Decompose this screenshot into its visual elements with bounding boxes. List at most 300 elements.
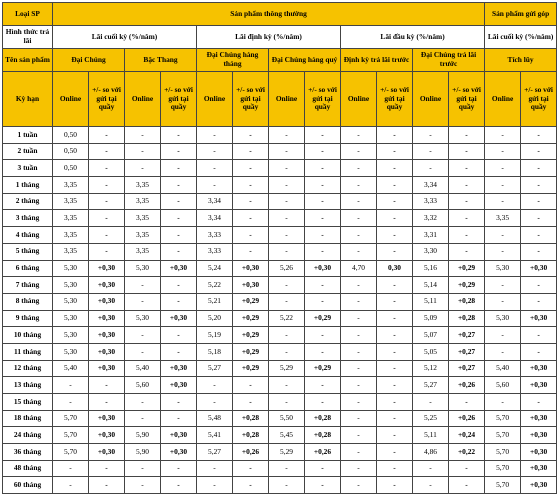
online-rate-cell: - xyxy=(125,327,161,344)
counter-diff-cell: +0,30 xyxy=(89,310,125,327)
counter-diff-cell: - xyxy=(305,160,341,177)
counter-diff-cell: - xyxy=(89,127,125,144)
counter-diff-cell: - xyxy=(377,293,413,310)
online-rate-cell: 3,34 xyxy=(197,193,233,210)
counter-diff-cell: - xyxy=(377,243,413,260)
counter-diff-cell: - xyxy=(89,193,125,210)
header-group-standard: Sản phẩm thông thường xyxy=(53,3,485,26)
counter-diff-cell: - xyxy=(521,193,557,210)
online-rate-cell: - xyxy=(125,127,161,144)
online-rate-cell: 5,07 xyxy=(413,327,449,344)
online-rate-cell: 3,35 xyxy=(53,243,89,260)
counter-diff-cell: - xyxy=(377,327,413,344)
online-rate-cell: - xyxy=(125,160,161,177)
online-rate-cell: - xyxy=(53,477,89,494)
term-cell: 15 tháng xyxy=(3,394,53,411)
counter-diff-cell: +0,27 xyxy=(449,360,485,377)
term-cell: 8 tháng xyxy=(3,293,53,310)
online-rate-cell: 5,09 xyxy=(413,310,449,327)
online-rate-cell: 5,70 xyxy=(485,444,521,461)
subheader-online: Online xyxy=(269,72,305,127)
counter-diff-cell: - xyxy=(305,143,341,160)
term-cell: 4 tháng xyxy=(3,227,53,244)
counter-diff-cell: +0,30 xyxy=(233,260,269,277)
counter-diff-cell: - xyxy=(233,243,269,260)
counter-diff-cell: - xyxy=(377,193,413,210)
online-rate-cell: - xyxy=(341,227,377,244)
counter-diff-cell: - xyxy=(521,343,557,360)
counter-diff-cell: - xyxy=(521,143,557,160)
online-rate-cell: - xyxy=(485,293,521,310)
online-rate-cell: - xyxy=(485,177,521,194)
online-rate-cell: 5,29 xyxy=(269,444,305,461)
counter-diff-cell: - xyxy=(161,160,197,177)
term-cell: 7 tháng xyxy=(3,277,53,294)
counter-diff-cell: - xyxy=(449,477,485,494)
counter-diff-cell: +0,28 xyxy=(233,410,269,427)
counter-diff-cell: - xyxy=(377,210,413,227)
online-rate-cell: 3,31 xyxy=(413,227,449,244)
counter-diff-cell: - xyxy=(233,210,269,227)
counter-diff-cell: +0,26 xyxy=(449,410,485,427)
online-rate-cell: 4,70 xyxy=(341,260,377,277)
counter-diff-cell: +0,24 xyxy=(449,427,485,444)
online-rate-cell: 3,35 xyxy=(125,227,161,244)
header-hinh-thuc: Hình thức trả lãi xyxy=(3,26,53,49)
online-rate-cell: - xyxy=(53,460,89,477)
counter-diff-cell: +0,29 xyxy=(233,293,269,310)
term-cell: 6 tháng xyxy=(3,260,53,277)
counter-diff-cell: - xyxy=(521,177,557,194)
counter-diff-cell: - xyxy=(377,277,413,294)
online-rate-cell: 5,70 xyxy=(53,444,89,461)
table-row xyxy=(3,394,557,411)
counter-diff-cell: - xyxy=(89,477,125,494)
table-row xyxy=(3,327,557,344)
online-rate-cell: - xyxy=(125,343,161,360)
subheader-online: Online xyxy=(197,72,233,127)
subheader-vs-counter: +/- so với gửi tại quầy xyxy=(305,72,341,127)
table-row xyxy=(3,160,557,177)
counter-diff-cell: +0,29 xyxy=(233,343,269,360)
online-rate-cell: 5,90 xyxy=(125,444,161,461)
counter-diff-cell: - xyxy=(305,227,341,244)
counter-diff-cell: - xyxy=(377,477,413,494)
counter-diff-cell: - xyxy=(377,394,413,411)
counter-diff-cell: - xyxy=(161,343,197,360)
term-cell: 1 tháng xyxy=(3,177,53,194)
term-cell: 2 tuần xyxy=(3,143,53,160)
counter-diff-cell: - xyxy=(89,210,125,227)
counter-diff-cell: - xyxy=(521,127,557,144)
table-row xyxy=(3,360,557,377)
online-rate-cell: - xyxy=(269,160,305,177)
online-rate-cell: 5,70 xyxy=(53,410,89,427)
counter-diff-cell: +0,30 xyxy=(521,260,557,277)
counter-diff-cell: - xyxy=(305,327,341,344)
counter-diff-cell: +0,30 xyxy=(89,343,125,360)
online-rate-cell: 5,40 xyxy=(485,360,521,377)
counter-diff-cell: - xyxy=(305,127,341,144)
counter-diff-cell: - xyxy=(377,427,413,444)
online-rate-cell: - xyxy=(125,460,161,477)
online-rate-cell: 5,29 xyxy=(269,360,305,377)
online-rate-cell: 4,86 xyxy=(413,444,449,461)
counter-diff-cell: +0,30 xyxy=(89,260,125,277)
counter-diff-cell: +0,30 xyxy=(521,427,557,444)
counter-diff-cell: - xyxy=(449,460,485,477)
table-row xyxy=(3,193,557,210)
counter-diff-cell: +0,29 xyxy=(233,310,269,327)
product-dai-chung: Đại Chúng xyxy=(53,49,125,72)
online-rate-cell: 3,35 xyxy=(125,210,161,227)
counter-diff-cell: - xyxy=(89,377,125,394)
counter-diff-cell: - xyxy=(521,243,557,260)
online-rate-cell: 5,30 xyxy=(125,260,161,277)
counter-diff-cell: - xyxy=(449,127,485,144)
online-rate-cell: - xyxy=(197,127,233,144)
online-rate-cell: 3,35 xyxy=(53,193,89,210)
online-rate-cell: 5,30 xyxy=(485,310,521,327)
counter-diff-cell: - xyxy=(449,143,485,160)
subheader-online: Online xyxy=(341,72,377,127)
online-rate-cell: - xyxy=(341,427,377,444)
product-bac-thang: Bậc Thang xyxy=(125,49,197,72)
table-row xyxy=(3,243,557,260)
counter-diff-cell: +0,30 xyxy=(161,310,197,327)
term-cell: 48 tháng xyxy=(3,460,53,477)
online-rate-cell: 3,34 xyxy=(413,177,449,194)
online-rate-cell: 0,50 xyxy=(53,127,89,144)
online-rate-cell: 5,25 xyxy=(413,410,449,427)
counter-diff-cell: - xyxy=(377,343,413,360)
online-rate-cell: 5,30 xyxy=(485,260,521,277)
counter-diff-cell: +0,30 xyxy=(89,427,125,444)
online-rate-cell: - xyxy=(197,143,233,160)
table-row xyxy=(3,177,557,194)
counter-diff-cell: - xyxy=(161,477,197,494)
counter-diff-cell: - xyxy=(161,460,197,477)
counter-diff-cell: - xyxy=(449,193,485,210)
counter-diff-cell: - xyxy=(161,143,197,160)
online-rate-cell: - xyxy=(269,394,305,411)
counter-diff-cell: - xyxy=(521,227,557,244)
online-rate-cell: 3,32 xyxy=(413,210,449,227)
counter-diff-cell: +0,28 xyxy=(233,427,269,444)
online-rate-cell: - xyxy=(269,127,305,144)
counter-diff-cell: +0,29 xyxy=(305,310,341,327)
counter-diff-cell: - xyxy=(233,477,269,494)
online-rate-cell: - xyxy=(341,444,377,461)
interest-rate-table xyxy=(2,2,557,494)
counter-diff-cell: - xyxy=(449,177,485,194)
online-rate-cell: - xyxy=(413,160,449,177)
online-rate-cell: - xyxy=(341,210,377,227)
counter-diff-cell: - xyxy=(89,243,125,260)
online-rate-cell: 5,60 xyxy=(125,377,161,394)
counter-diff-cell: +0,30 xyxy=(161,444,197,461)
online-rate-cell: - xyxy=(269,243,305,260)
online-rate-cell: - xyxy=(125,394,161,411)
counter-diff-cell: - xyxy=(161,327,197,344)
counter-diff-cell: - xyxy=(233,127,269,144)
online-rate-cell: 5,12 xyxy=(413,360,449,377)
online-rate-cell: - xyxy=(269,343,305,360)
counter-diff-cell: - xyxy=(377,460,413,477)
online-rate-cell: 5,70 xyxy=(485,460,521,477)
table-row xyxy=(3,377,557,394)
counter-diff-cell: +0,28 xyxy=(449,310,485,327)
counter-diff-cell: 0,30 xyxy=(377,260,413,277)
counter-diff-cell: - xyxy=(161,177,197,194)
online-rate-cell: - xyxy=(485,394,521,411)
term-cell: 11 tháng xyxy=(3,343,53,360)
counter-diff-cell: +0,30 xyxy=(89,327,125,344)
online-rate-cell: 5,26 xyxy=(269,260,305,277)
online-rate-cell: - xyxy=(413,143,449,160)
counter-diff-cell: - xyxy=(449,210,485,227)
table-row xyxy=(3,293,557,310)
subheader-online: Online xyxy=(53,72,89,127)
online-rate-cell: - xyxy=(269,227,305,244)
counter-diff-cell: - xyxy=(305,193,341,210)
online-rate-cell: - xyxy=(485,143,521,160)
online-rate-cell: - xyxy=(341,127,377,144)
counter-diff-cell: - xyxy=(233,160,269,177)
counter-diff-cell: - xyxy=(161,293,197,310)
online-rate-cell: - xyxy=(413,127,449,144)
online-rate-cell: - xyxy=(485,277,521,294)
product-dai-chung-hang-quy: Đại Chúng hàng quý xyxy=(269,49,341,72)
counter-diff-cell: - xyxy=(521,210,557,227)
online-rate-cell: - xyxy=(341,177,377,194)
online-rate-cell: 0,50 xyxy=(53,160,89,177)
online-rate-cell: - xyxy=(269,143,305,160)
counter-diff-cell: - xyxy=(161,410,197,427)
online-rate-cell: 5,21 xyxy=(197,293,233,310)
counter-diff-cell: - xyxy=(377,127,413,144)
counter-diff-cell: - xyxy=(449,394,485,411)
online-rate-cell: 5,70 xyxy=(485,410,521,427)
subheader-online: Online xyxy=(485,72,521,127)
online-rate-cell: - xyxy=(125,143,161,160)
online-rate-cell: 5,14 xyxy=(413,277,449,294)
term-cell: 1 tuần xyxy=(3,127,53,144)
counter-diff-cell: +0,30 xyxy=(521,377,557,394)
online-rate-cell: - xyxy=(269,277,305,294)
counter-diff-cell: - xyxy=(521,160,557,177)
counter-diff-cell: - xyxy=(161,277,197,294)
term-cell: 2 tháng xyxy=(3,193,53,210)
online-rate-cell: - xyxy=(269,327,305,344)
online-rate-cell: - xyxy=(485,243,521,260)
online-rate-cell: - xyxy=(269,177,305,194)
counter-diff-cell: +0,30 xyxy=(89,360,125,377)
online-rate-cell: 5,30 xyxy=(53,260,89,277)
term-cell: 3 tuần xyxy=(3,160,53,177)
table-row xyxy=(3,277,557,294)
term-cell: 18 tháng xyxy=(3,410,53,427)
counter-diff-cell: +0,30 xyxy=(233,277,269,294)
term-cell: 24 tháng xyxy=(3,427,53,444)
online-rate-cell: - xyxy=(53,377,89,394)
counter-diff-cell: - xyxy=(449,227,485,244)
counter-diff-cell: - xyxy=(89,177,125,194)
counter-diff-cell: +0,30 xyxy=(161,377,197,394)
counter-diff-cell: - xyxy=(161,394,197,411)
counter-diff-cell: - xyxy=(305,177,341,194)
counter-diff-cell: - xyxy=(233,227,269,244)
online-rate-cell: - xyxy=(53,394,89,411)
online-rate-cell: 3,33 xyxy=(413,193,449,210)
online-rate-cell: 5,22 xyxy=(197,277,233,294)
counter-diff-cell: - xyxy=(305,460,341,477)
online-rate-cell: - xyxy=(341,327,377,344)
counter-diff-cell: - xyxy=(305,210,341,227)
counter-diff-cell: +0,29 xyxy=(305,360,341,377)
term-cell: 13 tháng xyxy=(3,377,53,394)
online-rate-cell: - xyxy=(197,377,233,394)
counter-diff-cell: - xyxy=(89,143,125,160)
counter-diff-cell: - xyxy=(161,210,197,227)
header-loai-sp: Loại SP xyxy=(3,3,53,26)
table-row xyxy=(3,427,557,444)
online-rate-cell: - xyxy=(341,243,377,260)
online-rate-cell: - xyxy=(269,293,305,310)
online-rate-cell: 3,35 xyxy=(125,243,161,260)
table-row xyxy=(3,227,557,244)
counter-diff-cell: - xyxy=(305,243,341,260)
online-rate-cell: 3,33 xyxy=(197,227,233,244)
counter-diff-cell: - xyxy=(305,277,341,294)
online-rate-cell: - xyxy=(197,394,233,411)
online-rate-cell: 5,70 xyxy=(485,427,521,444)
subheader-online: Online xyxy=(413,72,449,127)
online-rate-cell: 5,19 xyxy=(197,327,233,344)
counter-diff-cell: +0,30 xyxy=(89,277,125,294)
online-rate-cell: - xyxy=(269,210,305,227)
counter-diff-cell: - xyxy=(305,477,341,494)
counter-diff-cell: - xyxy=(305,293,341,310)
counter-diff-cell: - xyxy=(377,410,413,427)
header-ky-han: Kỳ hạn xyxy=(3,72,53,127)
online-rate-cell: 5,30 xyxy=(53,310,89,327)
counter-diff-cell: +0,30 xyxy=(161,260,197,277)
online-rate-cell: - xyxy=(125,410,161,427)
online-rate-cell: - xyxy=(485,160,521,177)
online-rate-cell: - xyxy=(485,343,521,360)
subheader-vs-counter: +/- so với gửi tại quầy xyxy=(89,72,125,127)
online-rate-cell: - xyxy=(341,394,377,411)
online-rate-cell: 5,16 xyxy=(413,260,449,277)
online-rate-cell: - xyxy=(341,377,377,394)
online-rate-cell: 5,60 xyxy=(485,377,521,394)
counter-diff-cell: - xyxy=(449,243,485,260)
counter-diff-cell: - xyxy=(377,227,413,244)
online-rate-cell: 5,11 xyxy=(413,427,449,444)
counter-diff-cell: +0,28 xyxy=(305,410,341,427)
header-group-installment: Sản phẩm gửi góp xyxy=(485,3,557,26)
counter-diff-cell: - xyxy=(377,360,413,377)
online-rate-cell: 3,35 xyxy=(485,210,521,227)
online-rate-cell: - xyxy=(269,377,305,394)
counter-diff-cell: +0,30 xyxy=(305,260,341,277)
online-rate-cell: - xyxy=(341,477,377,494)
counter-diff-cell: - xyxy=(233,143,269,160)
online-rate-cell: 5,90 xyxy=(125,427,161,444)
table-row xyxy=(3,210,557,227)
online-rate-cell: 5,27 xyxy=(197,360,233,377)
counter-diff-cell: - xyxy=(161,227,197,244)
online-rate-cell: - xyxy=(341,293,377,310)
online-rate-cell: - xyxy=(341,143,377,160)
header-lai-dinh-ky: Lãi định kỳ (%/năm) xyxy=(197,26,341,49)
online-rate-cell: - xyxy=(269,477,305,494)
counter-diff-cell: +0,26 xyxy=(233,444,269,461)
term-cell: 5 tháng xyxy=(3,243,53,260)
counter-diff-cell: +0,22 xyxy=(449,444,485,461)
term-cell: 12 tháng xyxy=(3,360,53,377)
online-rate-cell: - xyxy=(341,160,377,177)
counter-diff-cell: - xyxy=(233,177,269,194)
counter-diff-cell: +0,26 xyxy=(305,444,341,461)
counter-diff-cell: +0,30 xyxy=(161,427,197,444)
table-row xyxy=(3,343,557,360)
counter-diff-cell: - xyxy=(377,444,413,461)
counter-diff-cell: +0,27 xyxy=(449,327,485,344)
counter-diff-cell: +0,30 xyxy=(521,460,557,477)
counter-diff-cell: +0,26 xyxy=(449,377,485,394)
product-dai-chung-hang-thang: Đại Chúng hàng tháng xyxy=(197,49,269,72)
table-row xyxy=(3,410,557,427)
online-rate-cell: 5,05 xyxy=(413,343,449,360)
counter-diff-cell: +0,30 xyxy=(521,444,557,461)
online-rate-cell: 3,35 xyxy=(53,210,89,227)
online-rate-cell: 5,50 xyxy=(269,410,305,427)
online-rate-cell: 5,27 xyxy=(413,377,449,394)
counter-diff-cell: +0,28 xyxy=(305,427,341,444)
online-rate-cell: 3,34 xyxy=(197,210,233,227)
online-rate-cell: 3,30 xyxy=(413,243,449,260)
counter-diff-cell: +0,30 xyxy=(89,410,125,427)
counter-diff-cell: +0,30 xyxy=(89,444,125,461)
counter-diff-cell: - xyxy=(521,327,557,344)
online-rate-cell: 5,30 xyxy=(53,293,89,310)
term-cell: 10 tháng xyxy=(3,327,53,344)
online-rate-cell: - xyxy=(197,477,233,494)
subheader-vs-counter: +/- so với gửi tại quầy xyxy=(521,72,557,127)
counter-diff-cell: - xyxy=(521,277,557,294)
counter-diff-cell: - xyxy=(377,377,413,394)
table-row xyxy=(3,310,557,327)
online-rate-cell: 5,11 xyxy=(413,293,449,310)
online-rate-cell: 5,30 xyxy=(53,343,89,360)
counter-diff-cell: +0,29 xyxy=(233,327,269,344)
table-row xyxy=(3,477,557,494)
online-rate-cell: 5,30 xyxy=(53,327,89,344)
online-rate-cell: - xyxy=(341,343,377,360)
online-rate-cell: 5,45 xyxy=(269,427,305,444)
online-rate-cell: - xyxy=(125,477,161,494)
header-lai-dau-ky: Lãi đầu kỳ (%/năm) xyxy=(341,26,485,49)
online-rate-cell: - xyxy=(341,193,377,210)
counter-diff-cell: - xyxy=(521,293,557,310)
table-row xyxy=(3,143,557,160)
online-rate-cell: 5,30 xyxy=(53,277,89,294)
online-rate-cell: - xyxy=(485,127,521,144)
counter-diff-cell: - xyxy=(377,143,413,160)
term-cell: 60 tháng xyxy=(3,477,53,494)
